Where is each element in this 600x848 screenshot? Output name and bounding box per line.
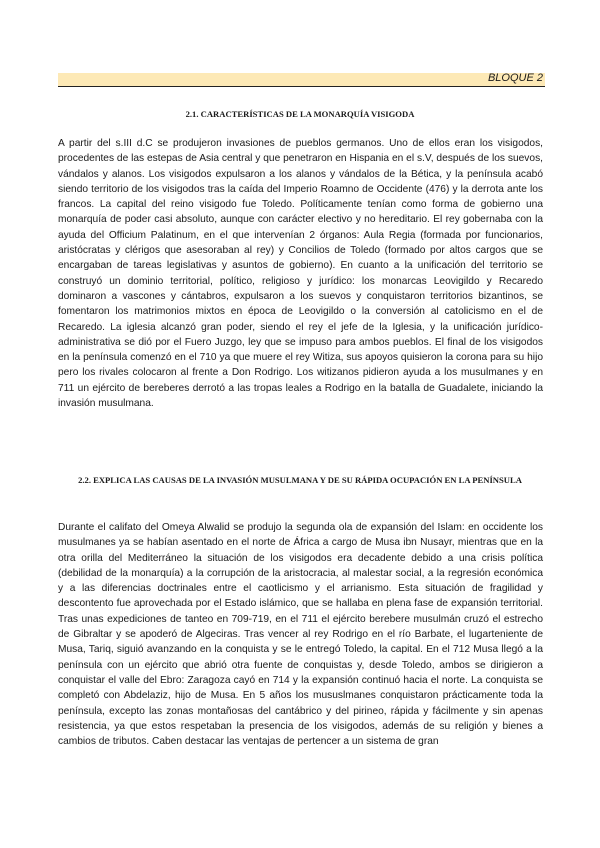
- bloque-label: BLOQUE 2: [487, 72, 543, 84]
- section-2-body: Durante el califato del Omeya Alwalid se produjo la segunda ola de expansión del Islam: en occidente los musulmanes ya se habían asentado en el norte de África a cargo de Musa ibn Nusayr, mientras que en la otra orilla del Mediterráneo la situación de los visigodos era decadente debido a una crisis política (debilidad de la monarquía) a la corrupción de la aristocracia, al malestar social, a la regresión económica y a las diferencias doctrinales entre el caotlicismo y el arrianismo. Esta situación de fragilidad y descontento fue aprovechada por el Estado islámico, que se hallaba en plena fase de expansión territorial. Tras unas expediciones de tanteo en 709-719, en el 711 el ejército berebere musulmán cruzó el estrecho de Gibraltar y se apoderó de Algeciras. Tras vencer al rey Rodrigo en el río Barbate, el lugarteniente de Musa, Tariq, siguió avanzando en la conquista y se le entregó Toledo, la capital. En el 712 Musa llegó a la península con un ejército que abrió otra fuente de conquistas y, desde Toledo, ambos se dirigieron a conquistar el valle del Ebro: Zaragoza cayó en 714 y la expansión continuó hacia el norte. La conquista se completó con Abdelaziz, hijo de Musa. En 5 años los mususlmanes conquistaron prácticamente toda la península, excepto las zonas montañosas del cantábrico y del pirineo, rápida y fácilmente y sin apenas resistencia, ya que estos respetaban la presencia de los visigodos, además de su religión y bienes a cambios de tributos. Caben destacar las ventajas de pertencer a un sistema de gran: [58, 522, 543, 748]
- section-2-title: 2.2. EXPLICA LAS CAUSAS DE LA INVASIÓN MUSULMANA Y DE SU RÁPIDA OCUPACIÓN EN LA PENÍNSULA: [78, 475, 522, 485]
- section-1-body: A partir del s.III d.C se produjeron invasiones de pueblos germanos. Uno de ellos eran los visigodos, procedentes de las estepas de Asia central y que penetraron en Hispania en el s.V, después de los suevos, vándalos y alanos. Los visigodos expulsaron a los alanos y vándalos de la Bética, y la península acabó siendo territorio de los visigodos tras la caída del Imperio Roamno de Occidente (476) y la derrota ante los francos. La capital del reino visigodo fue Toledo. Políticamente tenían como forma de gobierno una monarquía de poder casi absoluto, aunque con carácter electivo y no hereditario. El rey gobernaba con la ayuda del Officium Palatinum, en el que intervenían 2 órganos: Aula Regia (formada por funcionarios, aristócratas y clérigos que asesoraban al rey) y Concilios de Toledo (formado por altos cargos que se encargaban de tareas legislativas y asuntos de gobierno). En cuanto a la unificación del territorio se construyó un dominio territorial, político, religioso y jurídico: los monarcas Leovigildo y Recaredo dominaron a vascones y cántabros, expulsaron a los suevos y conquistaron territorios bizantinos, se fomentaron los matrimonios mixtos en época de Leovigildo o la conversión al catolicismo en el de Recaredo. La iglesia alcanzó gran poder, siendo el rey el jefe de la Iglesia, y la unificación jurídico-administrativa se dió por el Fuero Juzgo, ley que se impuso para ambos pueblos. El final de los visigodos en la península comenzó en el 710 ya que muere el rey Witiza, sus apoyos quisieron la corona para su hijo pero los rivales colocaron al frente a Don Rodrigo. Los witizanos pidieron ayuda a los musulmanes y en 711 un ejército de bereberes derrotó a las tropas leales a Rodrigo en la batalla de Guadalete, iniciando la invasión musulmana.: [58, 138, 543, 410]
- header-band: [58, 73, 545, 87]
- section-1-title: 2.1. CARACTERÍSTICAS DE LA MONARQUÍA VISIGODA: [185, 109, 415, 119]
